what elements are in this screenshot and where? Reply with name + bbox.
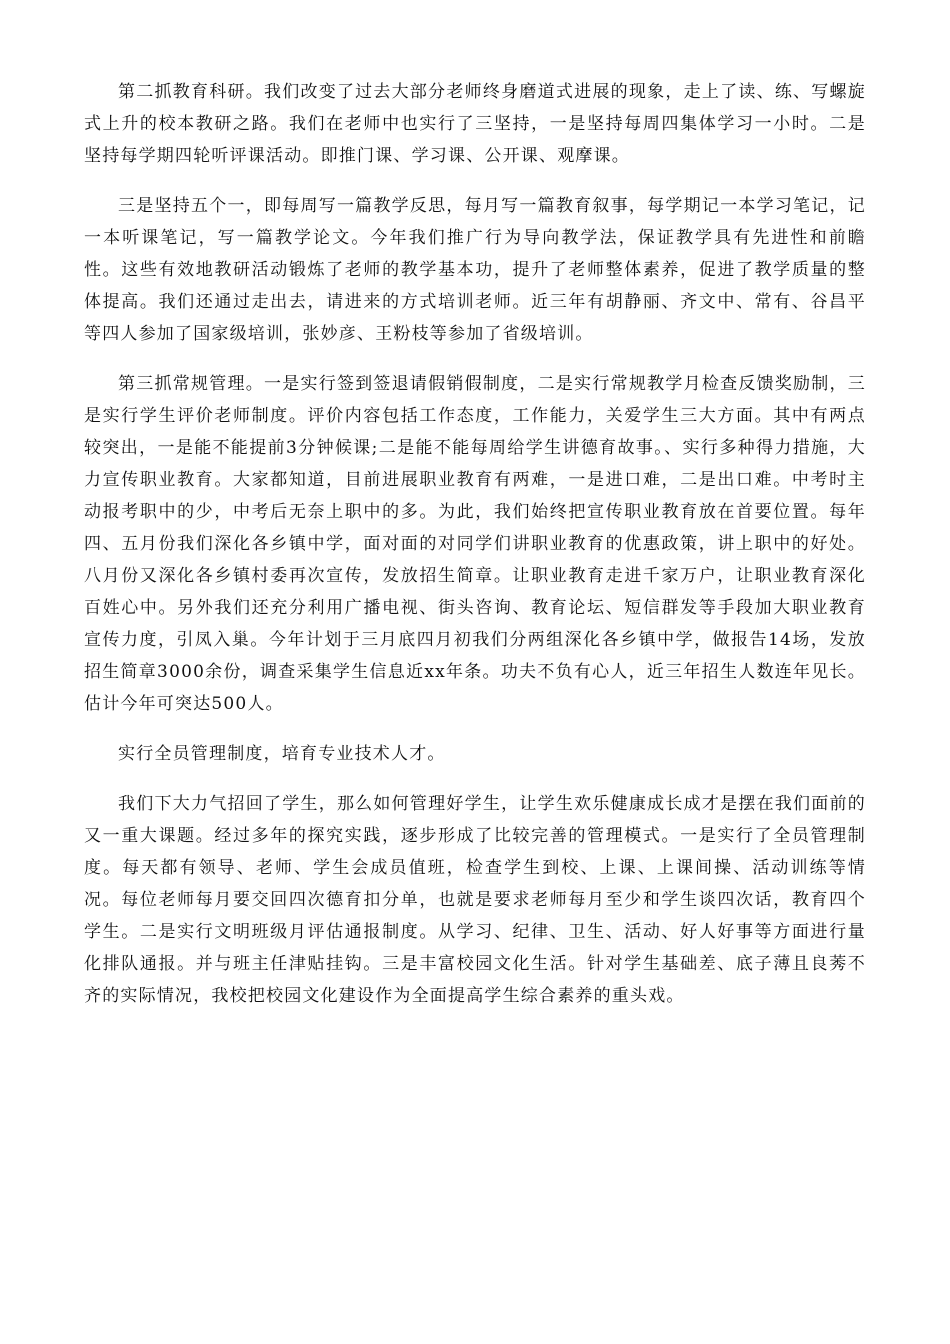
document-body <box>84 76 866 1030</box>
paragraph-research: 第二抓教育科研。我们改变了过去大部分老师终身磨道式进展的现象，走上了读、练、写螺旋式上升的校本教研之路。我们在老师中也实行了三坚持，一是坚持每周四集体学习一小时。二是坚持每学期四轮听评课活动。即推门课、学习课、公开课、观摩课。 <box>84 82 866 166</box>
paragraph-routine-management: 第三抓常规管理。一是实行签到签退请假销假制度，二是实行常规教学月检查反馈奖励制，三是实行学生评价老师制度。评价内容包括工作态度，工作能力，关爱学生三大方面。其中有两点较突出，一是能不能提前3分钟候课;二是能不能每周给学生讲德育故事。、实行多种得力措施，大力宣传职业教育。大家都知道，目前进展职业教育有两难，一是进口难，二是出口难。中考时主动报考职中的少，中考后无奈上职中的多。为此，我们始终把宣传职业教育放在首要位置。每年四、五月份我们深化各乡镇中学，面对面的对同学们讲职业教育的优惠政策，讲上职中的好处。八月份又深化各乡镇村委再次宣传，发放招生简章。让职业教育走进千家万户，让职业教育深化百姓心中。另外我们还充分利用广播电视、街头咨询、教育论坛、短信群发等手段加大职业教育宣传力度，引凤入巢。今年计划于三月底四月初我们分两组深化各乡镇中学，做报告14场，发放招生简章3000余份，调查采集学生信息近xx年条。功夫不负有心人，近三年招生人数连年见长。估计今年可突达500人。 <box>84 374 866 714</box>
paragraph-five-ones: 三是坚持五个一，即每周写一篇教学反思，每月写一篇教育叙事，每学期记一本学习笔记，记一本听课笔记，写一篇教学论文。今年我们推广行为导向教学法，保证教学具有先进性和前瞻性。这些有效地教研活动锻炼了老师的教学基本功，提升了老师整体素养，促进了教学质量的整体提高。我们还通过走出去，请进来的方式培训老师。近三年有胡静丽、齐文中、常有、谷昌平等四人参加了国家级培训，张妙彦、王粉枝等参加了省级培训。 <box>84 196 866 344</box>
paragraph-student-management: 我们下大力气招回了学生，那么如何管理好学生，让学生欢乐健康成长成才是摆在我们面前的又一重大课题。经过多年的探究实践，逐步形成了比较完善的管理模式。一是实行了全员管理制度。每天都有领导、老师、学生会成员值班，检查学生到校、上课、上课间操、活动训练等情况。每位老师每月要交回四次德育扣分单，也就是要求老师每月至少和学生谈四次话，教育四个学生。二是实行文明班级月评估通报制度。从学习、纪律、卫生、活动、好人好事等方面进行量化排队通报。并与班主任津贴挂钩。三是丰富校园文化生活。针对学生基础差、底子薄且良莠不齐的实际情况，我校把校园文化建设作为全面提高学生综合素养的重头戏。 <box>84 794 866 1006</box>
paragraph-full-staff-management: 实行全员管理制度，培育专业技术人才。 <box>118 744 446 764</box>
